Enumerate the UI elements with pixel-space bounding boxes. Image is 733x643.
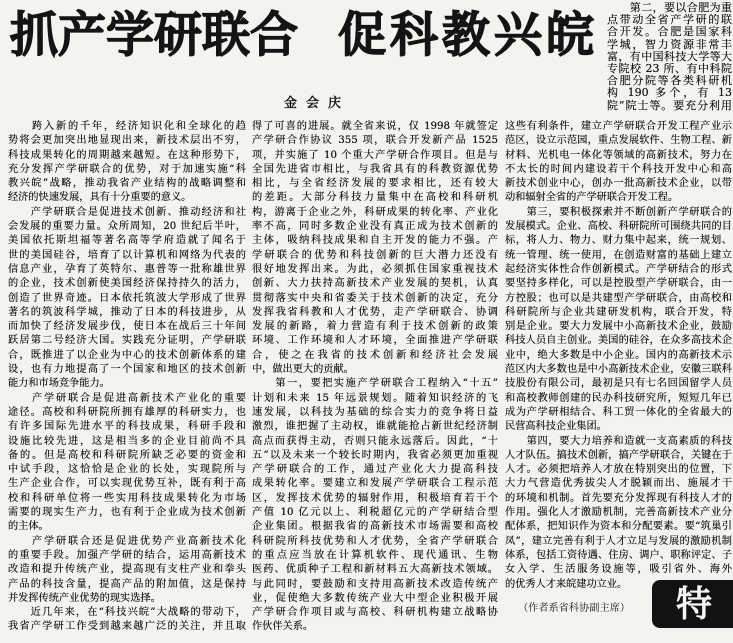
text-line: 富，有中国科技大学等大 bbox=[607, 50, 732, 63]
text-line: 第二，要以合肥为重 bbox=[607, 2, 732, 14]
text-line: 主体，吸纳科技成果和自主开发的能力不强。产 bbox=[252, 235, 498, 247]
text-line: 产学研联合的工作，通过产业化大力提高科技 bbox=[252, 464, 498, 476]
text-line: 构，游离于企业之外，科研成果的转化率、产业化 bbox=[252, 206, 498, 218]
text-line: 创新、大力扶持高新技术产业发展的契机，认真 bbox=[252, 278, 498, 290]
text-line: 得了可喜的进展。就全省来说，仅 1998 年就签定 bbox=[252, 121, 498, 132]
text-line: 产学研联合是促进高新技术产业化的重要 bbox=[8, 392, 246, 404]
text-line: 体系，包括工资待遇、住房、调户、职称评定、子 bbox=[505, 549, 732, 561]
text-line: 标，将人力、物力、财力集中起来，统一规划、 bbox=[505, 235, 732, 247]
text-line: 而加快了经济发展步伐，使日本在战后三十年间 bbox=[8, 321, 246, 333]
corner-tag-label: 特 bbox=[676, 583, 713, 625]
text-line: 科技人员自主创业。美国的硅谷，在众多高技术企 bbox=[505, 335, 732, 347]
paragraph bbox=[505, 206, 732, 435]
text-line: 环境、工作环境和人才环境，全面推进产学研联 bbox=[252, 335, 498, 347]
text-line: 发展模式。企业、高校、科研院所可围绕共同的目 bbox=[505, 221, 732, 233]
text-line: 业中，绝大多数是中小企业。国内的高新技术示 bbox=[505, 349, 732, 361]
text-line: 构 190 多个，有 13 bbox=[607, 87, 732, 100]
text-line: 项，并实施了 10 个重大产学研合作项目。但是与 bbox=[252, 149, 498, 161]
text-line: 这些有利条件，建立产学研联合开发工程产业示 bbox=[505, 121, 732, 132]
paragraph bbox=[8, 392, 246, 535]
text-line: 的重点应当放在计算机软件、现代通讯、生物 bbox=[252, 549, 498, 561]
text-line: 信息产业，孕育了英特尔、惠普等一批称雄世界 bbox=[8, 263, 246, 275]
text-line: 专院校 23 所、有中科院 bbox=[607, 62, 732, 75]
text-line: 产学研合作协议 355 项，联合开发新产品 1525 bbox=[252, 135, 498, 147]
text-line: 作用。强化人才激励机制，完善高新技术产业分 bbox=[505, 507, 732, 519]
text-line: 女入学、生活服务设施等，吸引省外、海外 bbox=[505, 564, 732, 576]
text-line: 改造和提升传统产业，提高现有支柱产业和拳头 bbox=[8, 564, 246, 576]
text-line: 企业集团。根据我省的高新技术市场需要和高校 bbox=[252, 521, 498, 533]
text-line: 的差距。大部分科技力量集中在高校和科研机 bbox=[252, 192, 498, 204]
text-line: 有许多国际先进水平的科技成果，科研手段和 bbox=[8, 421, 246, 433]
text-line: 生产企业合作，可以实现优势互补，既有利于高 bbox=[8, 478, 246, 490]
text-line: 教兴皖”战略，推动我省产业结构的战略调整和 bbox=[8, 178, 246, 190]
text-line: 中试手段，这恰恰是企业的长处，实现院所与 bbox=[8, 464, 246, 476]
text-line: 区，发挥技术优势的辐射作用，积极培育若干个 bbox=[252, 492, 498, 504]
text-line: 医药、优质种子工程和新材料五大高新技术领域。 bbox=[252, 564, 498, 576]
text-line: 范区内大多数也是中小高新技术企业，安徽三联科 bbox=[505, 364, 732, 376]
text-line: 能力和市场竞争能力。 bbox=[8, 378, 110, 390]
text-line: 合开发。合肥是国家科 bbox=[607, 26, 732, 39]
paragraph bbox=[8, 120, 246, 206]
text-line: 我省产学研工作受到越来越广泛的关注，并且取 bbox=[8, 621, 246, 633]
text-line: 合，既推进了以企业为中心的技术创新体系的建 bbox=[8, 349, 246, 361]
text-line: 高点而获得主动，否则只能永远落后。因此，“十 bbox=[252, 435, 498, 447]
text-line: 产品的科技含量，提高产品的附加值，这是保持 bbox=[8, 578, 246, 590]
text-line: 学城，智力资源非常丰 bbox=[607, 38, 732, 51]
text-line: 贯彻落实中央和省委关于技术创新的决定，充分 bbox=[252, 292, 498, 304]
text-line: 人才队伍。搞技术创新，搞产学研联合，关键在于 bbox=[505, 449, 732, 461]
text-line: 凤”，建立完善有利于人才立足与发展的激励机制 bbox=[505, 535, 732, 547]
text-line: 激烈，谁把握了主动权，谁就能抢占新世纪经济制 bbox=[252, 421, 498, 433]
text-line: 全国先进省市相比，与我省具有的科教资源优势 bbox=[252, 163, 498, 175]
text-line: 率不高，同时多数企业没有真正成为技术创新的 bbox=[252, 221, 498, 233]
text-line: 计划和未来 15 年远景规划。随着知识经济的飞 bbox=[252, 392, 498, 404]
text-line: 成为产学研相结合、科工贸一体化的全省最大的 bbox=[505, 406, 732, 418]
text-line: 动和辐射全省的产学研联合开发工程。 bbox=[505, 192, 679, 204]
text-line: 跨入新的千年，经济知识化和全球化的趋 bbox=[8, 121, 246, 132]
text-line: 产学研联合还是促进优势产业高新技术化 bbox=[8, 535, 246, 547]
paragraph bbox=[252, 120, 498, 377]
text-line: 创造了世界奇迹。日本依托筑波大学形成了世界 bbox=[8, 292, 246, 304]
text-line: 备的。但是高校和科研院所缺乏必要的资金和 bbox=[8, 449, 246, 461]
text-line: 产值 10 亿元以上、利税超亿元的产学研结合型 bbox=[252, 507, 498, 519]
text-line: 很好地发挥出来。为此，必须抓住国家重视技术 bbox=[252, 263, 498, 275]
text-line: 点带动全省产学研的联 bbox=[607, 14, 732, 27]
text-line: 作伙伴关系。 bbox=[252, 621, 314, 633]
byline: 金会庆 bbox=[284, 96, 351, 111]
text-line: 合肥分院等各类科研机 bbox=[607, 75, 732, 88]
text-line: 成果转化率。要建立和发展产学研联合工程示范 bbox=[252, 478, 498, 490]
text-line: 发展的新路，着力营造有利于技术创新的政策 bbox=[252, 321, 498, 333]
corner-section-tag bbox=[652, 580, 733, 628]
text-line: 的优秀人才来皖建功立业。 bbox=[505, 578, 628, 590]
text-line: 充分发挥产学研联合的优势，对于加速实施“科 bbox=[8, 163, 246, 175]
text-line: 第三，要积极探索并不断创新产学研联合的 bbox=[505, 206, 732, 218]
text-line: 的企业，技术创新使美国经济保持持久的活力， bbox=[8, 278, 246, 290]
text-line: 速发展，以科技为基础的综合实力的竞争将日益 bbox=[252, 406, 498, 418]
article-column-1 bbox=[8, 120, 246, 635]
text-line: 民营高科技企业集团。 bbox=[505, 421, 607, 433]
paragraph bbox=[8, 206, 246, 392]
text-line: 大力气营造优秀拔尖人才脱颖而出、施展才干 bbox=[505, 478, 732, 490]
text-line: 并发挥传统产业优势的现实选择。 bbox=[8, 592, 161, 604]
headline bbox=[10, 7, 598, 63]
headline-part-1: 抓产学研联合 bbox=[10, 7, 299, 63]
text-line: 校和科研单位将一些实用科技成果转化为市场 bbox=[8, 492, 246, 504]
text-line: 产学研合作项目或与高校、科研机构建立战略协 bbox=[252, 607, 498, 619]
article-column-3 bbox=[505, 120, 732, 592]
text-line: 的重要手段。加强产学研的结合，运用高新技术 bbox=[8, 549, 246, 561]
text-line: 合，使之在我省的技术创新和经济社会发展 bbox=[252, 349, 498, 361]
text-line: 和高校教师创建的民办科技研究所，短短几年已 bbox=[505, 392, 732, 404]
text-line: 第四，要大力培养和造就一支高素质的科技 bbox=[505, 435, 732, 447]
text-line: 统一管理、统一使用，在创造财富的基础上建立 bbox=[505, 249, 732, 261]
text-line: 学研联合的优势和科技创新的巨大潜力还没有 bbox=[252, 249, 498, 261]
text-line: 范区，设立示范园，重点发展软件、生物工程、新 bbox=[505, 135, 732, 147]
text-line: 方控股；也可以是共建型产学研联合，由高校和 bbox=[505, 292, 732, 304]
paragraph bbox=[8, 535, 246, 606]
text-line: 产学研联合是促进技术创新、推动经济和社 bbox=[8, 206, 246, 218]
text-line: 五”以及未来一个较长时期内，我省必须更加重视 bbox=[252, 449, 498, 461]
paragraph bbox=[607, 2, 732, 112]
text-line: 要坚持多样化，可以是控股型产学研联合，由一 bbox=[505, 278, 732, 290]
text-line: 业，促使绝大多数传统产业大中型企业积极开展 bbox=[252, 592, 498, 604]
text-line: 途径。高校和科研院所拥有雄厚的科研实力，也 bbox=[8, 406, 246, 418]
headline-part-2: 促科教兴皖 bbox=[338, 7, 599, 63]
text-line: 技股份有限公司，最初是只有七名回国留学人员 bbox=[505, 378, 732, 390]
text-line: 跃居第二号经济大国。实践充分证明，产学研联 bbox=[8, 335, 246, 347]
article-column-2 bbox=[252, 120, 498, 635]
text-line: 科研院所科技优势和人才优势，全省产学研联合 bbox=[252, 535, 498, 547]
text-line: 材料、光机电一体化等领域的高新技术，努力在 bbox=[505, 149, 732, 161]
text-line: 美国依托斯坦福等著名高等学府造就了闻名于 bbox=[8, 235, 246, 247]
paragraph bbox=[8, 606, 246, 635]
paragraph bbox=[505, 435, 732, 592]
text-line: 相比，与全省经济发展的要求相比，还有较大 bbox=[252, 178, 498, 190]
paragraph bbox=[505, 120, 732, 206]
text-line: 第一，要把实施产学研联合工程纳入“十五” bbox=[252, 378, 498, 390]
text-line: 人才。必须把培养人才放在特别突出的位置，下 bbox=[505, 464, 732, 476]
text-line: 近几年来，在“科技兴皖”大战略的带动下， bbox=[8, 607, 246, 619]
text-line: 科研院所与企业共建研发机构，联合开发，特 bbox=[505, 306, 732, 318]
paragraph bbox=[252, 377, 498, 634]
text-line: 设施比较先进，这是相当多的企业目前尚不具 bbox=[8, 435, 246, 447]
text-line: 别是企业。要大力发展中小高新技术企业，鼓励 bbox=[505, 321, 732, 333]
text-line: 经济的快速发展，具有十分重要的意义。 bbox=[8, 192, 192, 204]
text-line: 院”院士等。要充分利用 bbox=[607, 99, 732, 112]
text-line: 起经济实体性合作创新模式。产学研结合的形式 bbox=[505, 263, 732, 275]
text-line: 势将会更加突出地显现出来，新技术层出不穷， bbox=[8, 135, 246, 147]
text-line: 新技术创业中心，创办一批高新技术企业，以带 bbox=[505, 178, 732, 190]
text-line: 不太长的时间内建设若干个科技开发中心和高 bbox=[505, 163, 732, 175]
author-note: （作者系省科协副主席） bbox=[518, 603, 631, 614]
text-line: 著名的筑波科学城，推动了日本的科技进步，从 bbox=[8, 306, 246, 318]
text-line: 的环境和机制。首先要充分发挥现有科技人才的 bbox=[505, 492, 732, 504]
text-line: 发挥我省科教和人才优势，走产学研联合、协调 bbox=[252, 306, 498, 318]
text-line: 的主体。 bbox=[8, 521, 49, 533]
text-line: 设，也有力地提高了一个国家和地区的技术创新 bbox=[8, 364, 246, 376]
text-line: 科技成果转化的周期越来越短。在这种形势下， bbox=[8, 149, 246, 161]
top-right-text-block bbox=[607, 2, 732, 112]
text-line: 与此同时，要鼓励和支持用高新技术改造传统产 bbox=[252, 578, 498, 590]
text-line: 中，做出更大的贡献。 bbox=[252, 364, 354, 376]
text-line: 会发展的重要力量。众所周知，20 世纪后半叶， bbox=[8, 221, 246, 233]
text-line: 世的美国硅谷，培育了以计算机和网络为代表的 bbox=[8, 249, 246, 261]
text-line: 需要的现实生产力，也有利于企业成为技术创新 bbox=[8, 507, 246, 519]
text-line: 配体系，把知识作为资本和分配要素。要“筑巢引 bbox=[505, 521, 732, 533]
